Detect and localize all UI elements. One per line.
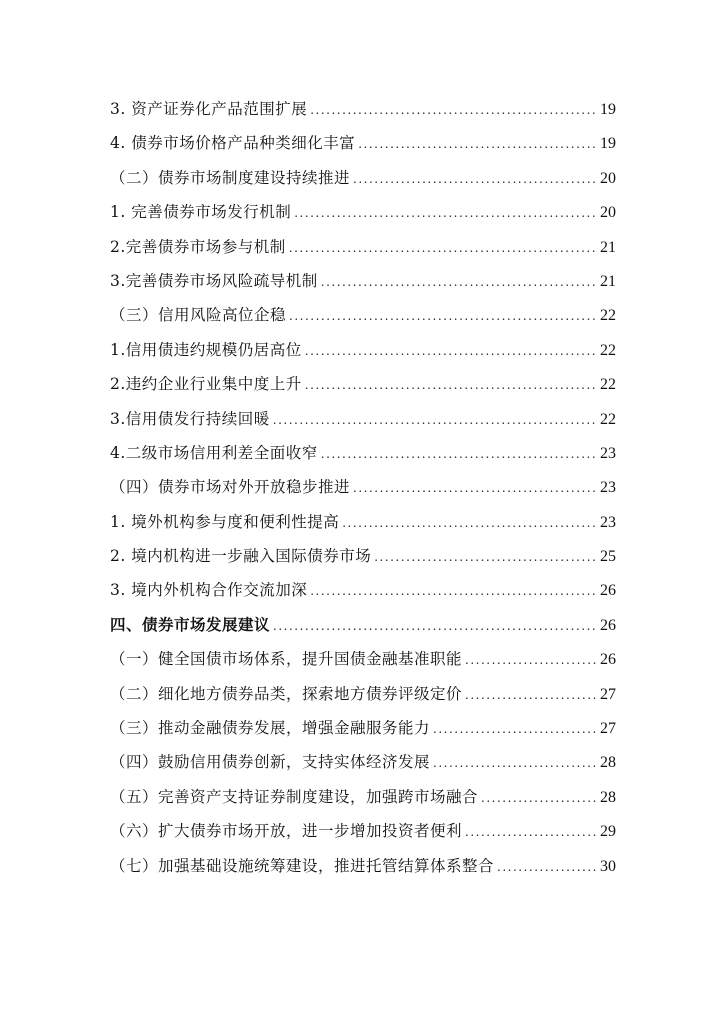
toc-page-number: 25 bbox=[600, 548, 616, 566]
toc-entry[interactable] bbox=[110, 367, 616, 401]
toc-dot-leader bbox=[294, 196, 597, 230]
toc-entry-title: （四）债券市场对外开放稳步推进 bbox=[110, 478, 351, 497]
toc-page-number: 19 bbox=[600, 101, 616, 118]
toc-dot-leader bbox=[353, 471, 597, 505]
toc-entry[interactable] bbox=[110, 264, 616, 298]
toc-entry-title: 1. 完善债券市场发行机制 bbox=[110, 203, 292, 222]
toc-page-number: 19 bbox=[600, 135, 616, 153]
toc-entry-title: 1. 境外机构参与度和便利性提高 bbox=[110, 512, 340, 531]
toc-entry-title: （二）细化地方债券品类，探索地方债券评级定价 bbox=[110, 684, 463, 703]
toc-entry-title: （六）扩大债券市场开放，进一步增加投资者便利 bbox=[110, 822, 463, 841]
toc-dot-leader bbox=[273, 609, 597, 643]
toc-entry[interactable] bbox=[110, 470, 616, 504]
toc-dot-leader bbox=[310, 574, 597, 608]
toc-entry-title: 2.完善债券市场参与机制 bbox=[110, 237, 286, 256]
toc-page-number: 22 bbox=[600, 376, 616, 394]
toc-page-number: 26 bbox=[600, 616, 616, 634]
toc-page-number: 23 bbox=[600, 513, 616, 531]
toc-dot-leader bbox=[433, 746, 597, 780]
toc-page-number: 22 bbox=[600, 341, 616, 359]
toc-dot-leader bbox=[321, 437, 597, 471]
toc-dot-leader bbox=[465, 643, 597, 677]
toc-entry-title: （四）鼓励信用债券创新，支持实体经济发展 bbox=[110, 753, 431, 772]
toc-page-number: 22 bbox=[600, 410, 616, 428]
toc-page-number: 27 bbox=[600, 685, 616, 703]
toc-entry-title: 3.信用债发行持续回暖 bbox=[110, 409, 270, 428]
toc-section-heading[interactable] bbox=[110, 608, 616, 642]
toc-page-number: 20 bbox=[600, 169, 616, 187]
toc-page-number: 30 bbox=[600, 857, 616, 875]
toc-dot-leader bbox=[289, 231, 597, 265]
toc-entry-title: 2.违约企业行业集中度上升 bbox=[110, 375, 302, 394]
toc-entry-title: 3. 境内外机构合作交流加深 bbox=[110, 581, 308, 600]
toc-entry[interactable] bbox=[110, 126, 616, 160]
toc-entry[interactable] bbox=[110, 230, 616, 264]
toc-entry[interactable] bbox=[110, 298, 616, 332]
toc-entry[interactable] bbox=[110, 161, 616, 195]
toc-entry-title: （七）加强基础设施统筹建设，推进托管结算体系整合 bbox=[110, 856, 495, 875]
toc-dot-leader bbox=[273, 403, 597, 437]
toc-dot-leader bbox=[358, 127, 597, 161]
toc-entry[interactable] bbox=[110, 436, 616, 470]
toc-page-number: 21 bbox=[600, 238, 616, 256]
toc-entry-title: 3.完善债券市场风险疏导机制 bbox=[110, 271, 318, 290]
toc-page-number: 23 bbox=[600, 479, 616, 497]
toc-dot-leader bbox=[374, 540, 597, 574]
toc-entry[interactable] bbox=[110, 92, 616, 126]
toc-dot-leader bbox=[289, 299, 597, 333]
toc-dot-leader bbox=[481, 781, 597, 815]
toc-dot-leader bbox=[433, 712, 597, 746]
toc-entry-title: 3. 资产证券化产品范围扩展 bbox=[110, 100, 308, 118]
toc-dot-leader bbox=[342, 506, 597, 540]
toc-entry-title: 4. 债券市场价格产品种类细化丰富 bbox=[110, 134, 356, 153]
toc-page-number: 20 bbox=[600, 204, 616, 222]
toc-dot-leader bbox=[310, 93, 597, 127]
toc-dot-leader bbox=[305, 368, 597, 402]
toc-dot-leader bbox=[497, 850, 597, 884]
toc-entry[interactable] bbox=[110, 677, 616, 711]
toc-page-number: 28 bbox=[600, 754, 616, 772]
toc-entry-title: 1.信用债违约规模仍居高位 bbox=[110, 340, 302, 359]
toc-entry[interactable] bbox=[110, 849, 616, 883]
toc-dot-leader bbox=[353, 162, 597, 196]
toc-entry-title: 4.二级市场信用利差全面收窄 bbox=[110, 443, 318, 462]
toc-entry[interactable] bbox=[110, 333, 616, 367]
toc-entry[interactable] bbox=[110, 539, 616, 573]
toc-page-number: 21 bbox=[600, 272, 616, 290]
toc-entry-title: （三）推动金融债券发展，增强金融服务能力 bbox=[110, 719, 431, 738]
toc-page-number: 22 bbox=[600, 307, 616, 325]
toc-dot-leader bbox=[465, 815, 597, 849]
toc-entry[interactable] bbox=[110, 711, 616, 745]
toc-entry[interactable] bbox=[110, 814, 616, 848]
toc-page-number: 23 bbox=[600, 444, 616, 462]
toc-entry[interactable] bbox=[110, 745, 616, 779]
toc-page-number: 26 bbox=[600, 651, 616, 669]
toc-entry-title: 2. 境内机构进一步融入国际债券市场 bbox=[110, 547, 372, 566]
toc-entry-title: （三）信用风险高位企稳 bbox=[110, 306, 287, 325]
toc-entry-title: （一）健全国债市场体系，提升国债金融基准职能 bbox=[110, 650, 463, 669]
toc-page-number: 26 bbox=[600, 582, 616, 600]
toc-dot-leader bbox=[465, 678, 597, 712]
toc-entry[interactable] bbox=[110, 195, 616, 229]
toc-dot-leader bbox=[321, 265, 597, 299]
table-of-contents bbox=[110, 92, 616, 883]
toc-page-number: 27 bbox=[600, 720, 616, 738]
toc-entry[interactable] bbox=[110, 505, 616, 539]
toc-entry[interactable] bbox=[110, 402, 616, 436]
toc-page-number: 28 bbox=[600, 788, 616, 806]
toc-entry[interactable] bbox=[110, 573, 616, 607]
toc-page-number: 29 bbox=[600, 823, 616, 841]
toc-dot-leader bbox=[305, 334, 597, 368]
toc-entry[interactable] bbox=[110, 642, 616, 676]
toc-entry[interactable] bbox=[110, 780, 616, 814]
toc-entry-title: （五）完善资产支持证券制度建设，加强跨市场融合 bbox=[110, 787, 479, 806]
toc-section-title: 四、债券市场发展建议 bbox=[110, 614, 271, 634]
toc-entry-title: （二）债券市场制度建设持续推进 bbox=[110, 168, 351, 187]
